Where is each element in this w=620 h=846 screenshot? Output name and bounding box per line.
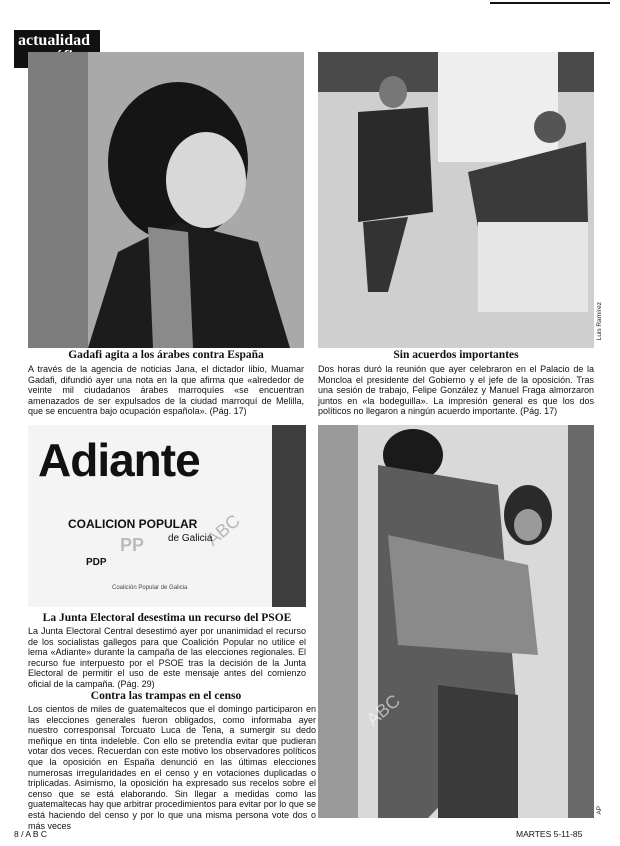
photo-credit-ap: AP bbox=[596, 806, 603, 815]
top-rule bbox=[490, 2, 610, 4]
headline-gadafi: Gadafi agita a los árabes contra España bbox=[68, 349, 264, 361]
footer-date: MARTES 5-11-85 bbox=[516, 829, 583, 839]
photo-meeting bbox=[318, 52, 594, 348]
poster-word: Adiante bbox=[38, 434, 200, 486]
poster-coalition: COALICION POPULAR bbox=[68, 517, 198, 531]
photo-guatemala bbox=[318, 425, 594, 818]
photo-gadafi bbox=[28, 52, 304, 348]
headline-junta: La Junta Electoral desestima un recurso del PSOE bbox=[42, 612, 292, 624]
poster-badge: PP bbox=[120, 535, 145, 555]
poster-galicia: de Galicia bbox=[168, 533, 213, 544]
headline-meeting: Sin acuerdos importantes bbox=[393, 349, 519, 361]
section-tag-line1: actualidad bbox=[18, 32, 91, 49]
body-junta: La Junta Electoral Central desestimó ayer por unanimidad el recurso de los socialistas gallegos para que Coalición Popular no utilice el lema «Adiante» durante la campaña de las elecciones regionales. El recurso fue interpuesto por el PSOE tras la decisión de la Junta Electoral de permitir el uso de este mensaje antes del comienzo oficial de la campaña. (Pág. 29) bbox=[28, 626, 306, 689]
poster-dark-edge bbox=[272, 425, 306, 607]
photo-adiante-poster bbox=[28, 425, 306, 607]
photo-credit-ramirez: Luis Ramírez bbox=[596, 302, 603, 341]
poster-party: PDP bbox=[86, 557, 107, 568]
footer-page: 8 / A B C bbox=[14, 829, 48, 839]
headline-censo: Contra las trampas en el censo bbox=[90, 690, 242, 702]
body-censo: Los cientos de miles de guatemaltecos que el domingo participaron en las elecciones generales fueron obligados, como informaba ayer nuestro corresponsal Torcuato Luca de Tena, a sumergir su dedo meñique en tinta indeleble. Con ello se pretendía evitar que pudieran votar dos veces. Recuerdan con este motivo los observadores políticos que la oposición en España denunció en las últimas elecciones numerosas irregularidades en el censo y en votaciones duplicadas o triplicadas. Asimismo, la oposición ha expresado sus recelos sobre el censo que se está elaborando. Sin llegar a medidas como las guatemaltecas hay que arbitrar procedimientos para evitar por lo que se está haciendo del censo y por lo que una misma persona vote dos o más veces bbox=[28, 704, 316, 831]
watermark-1: ABC bbox=[202, 510, 244, 550]
body-meeting: Dos horas duró la reunión que ayer celebraron en el Palacio de la Moncloa el presidente del Gobierno y el jefe de la oposición. Tras una sesión de trabajo, Felipe González y Manuel Fraga almorzaron juntos en «la bodeguilla». La impresión general es que los dos políticos no llegaron a ningún acuerdo importante. (Pág. 17) bbox=[318, 364, 594, 417]
watermark-2: ABC bbox=[362, 690, 404, 730]
poster-small-text: Coalición Popular de Galicia bbox=[112, 585, 188, 591]
body-gadafi: A través de la agencia de noticias Jana, el dictador libio, Muamar Gadafi, difundió ayer una nota en la que afirma que «alrededor de veinte mil ciudadanos árabes marroquíes «se encuentran amenazados de ser expulsados de la ciudad marroquí de Melilla, que se encuentra bajo ocupación española». (Pág. 17) bbox=[28, 364, 304, 417]
